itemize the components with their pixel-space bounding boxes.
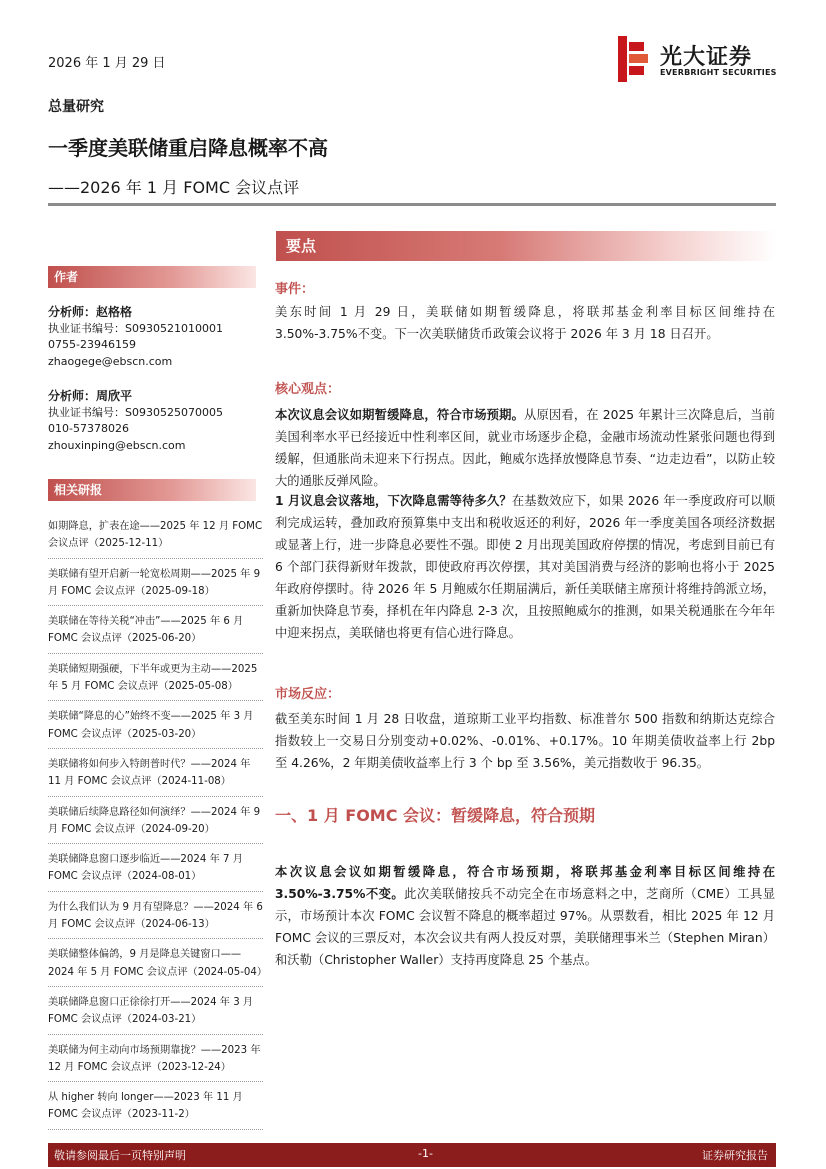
logo-english-name: EVERBRIGHT SECURITIES [660,68,777,77]
core-view-paragraph-1 [275,404,775,492]
author-name: 分析师：赵格格 [48,305,133,319]
key-points-header: 要点 [276,231,776,261]
footer-bar [48,1143,776,1167]
author-block [48,388,223,454]
author-phone: 0755-23946159 [48,338,136,351]
author-cert: 执业证书编号：S0930521010001 [48,321,223,335]
report-date: 2026 年 1 月 29 日 [48,56,166,71]
author-name: 分析师：周欣平 [48,389,133,403]
author-email[interactable]: zhouxinping@ebscn.com [48,438,186,452]
company-logo [618,36,788,82]
page-title: 一季度美联储重启降息概率不高 [48,136,328,160]
everbright-logo-icon [618,36,648,82]
core-view-heading: 核心观点： [275,382,341,397]
related-report-item[interactable]: 美联储在等待关税“冲击”——2025 年 6 月 FOMC 会议点评（2025-06-20） [48,613,263,654]
title-divider [48,203,776,206]
core-view-2-lead: 1 月议息会议落地，下次降息需等待多久？ [275,494,512,508]
page-subtitle: ——2026 年 1 月 FOMC 会议点评 [48,178,300,197]
related-reports-list [48,518,268,1137]
author-cert: 执业证书编号：S0930525070005 [48,405,223,419]
related-report-item[interactable]: 为什么我们认为 9 月有望降息？——2024 年 6 月 FOMC 会议点评（2024-06-13） [48,899,263,940]
section-1-title: 一、1 月 FOMC 会议：暂缓降息，符合预期 [275,806,596,825]
author-email[interactable]: zhaogege@ebscn.com [48,354,173,368]
related-report-item[interactable]: 美联储有望开启新一轮宽松周期——2025 年 9 月 FOMC 会议点评（2025-09-18） [48,566,263,607]
core-view-1-body: 从原因看，在 2025 年累计三次降息后，当前美国利率水平已经接近中性利率区间，就业市场逐步企稳，金融市场流动性紧张问题也得到缓解，但通胀尚未迎来下行拐点。因此，鲍威尔选择放慢降息节奏、“边走边看”，以防止较大的通胀反弹风险。 [275,408,775,488]
market-reaction-heading: 市场反应： [275,687,341,702]
core-view-paragraph-2 [275,490,775,644]
authors-header: 作者 [48,266,256,288]
related-report-item[interactable]: 如期降息，扩表在途——2025 年 12 月 FOMC 会议点评（2025-12-11） [48,518,263,559]
related-report-item[interactable]: 美联储降息窗口逐步临近——2024 年 7 月 FOMC 会议点评（2024-08-01） [48,851,263,892]
event-heading: 事件： [275,282,315,297]
author-phone: 010-57378026 [48,422,129,435]
related-report-item[interactable]: 美联储后续降息路径如何演绎？——2024 年 9 月 FOMC 会议点评（2024-09-20） [48,804,263,845]
section-1-paragraph [275,861,775,971]
section-1-lead: 本次议息会议如期暂缓降息，符合市场预期，将联邦基金利率目标区间维持在 3.50%-3.75%不变。 [275,865,775,901]
page-number: -1- [418,1147,433,1160]
core-view-2-body: 在基数效应下，如果 2026 年一季度政府可以顺利完成运转，叠加政府预算集中支出和税收返还的利好，2026 年一季度美国各项经济数据或显著上行，进一步降息必要性不强。即使 2 月出现美国政府停摆的情况，考虑到目前已有 6 个部门获得新财年拨款，即使政府再次停摆，其对美国消费与经济的影响也将小于 2025 年政府停摆时。待 2026 年 5 月鲍威尔任期届满后，新任美联储主席预计将维持鸽派立场，重新加快降息节奏，择机在年内降息 2-3 次，且按照鲍威尔的推测，如果关税通胀在今年年中迎来拐点，美联储也将更有信心进行降息。 [275,494,775,640]
author-block [48,304,223,370]
related-reports-header: 相关研报 [48,479,256,501]
related-report-item[interactable]: 从 higher 转向 longer——2023 年 11 月 FOMC 会议点评（2023-11-2） [48,1089,263,1130]
event-paragraph: 美东时间 1 月 29 日，美联储如期暂缓降息，将联邦基金利率目标区间维持在 3.50%-3.75%不变。下一次美联储货币政策会议将于 2026 年 3 月 18 日召开。 [275,305,775,341]
related-report-item[interactable]: 美联储降息窗口正徐徐打开——2024 年 3 月 FOMC 会议点评（2024-03-21） [48,994,263,1035]
report-category: 总量研究 [48,99,104,115]
related-report-item[interactable]: 美联储整体偏鸽，9 月是降息关键窗口——2024 年 5 月 FOMC 会议点评（2024-05-04） [48,946,263,987]
logo-chinese-name: 光大证券 [660,45,753,70]
related-report-item[interactable]: 美联储将如何步入特朗普时代？——2024 年 11 月 FOMC 会议点评（2024-11-08） [48,756,263,797]
related-report-item[interactable]: 美联储“降息的心”始终不变——2025 年 3 月 FOMC 会议点评（2025-03-20） [48,708,263,749]
footer-report-type: 证券研究报告 [702,1149,768,1162]
footer-disclaimer: 敬请参阅最后一页特别声明 [54,1149,186,1162]
core-view-1-lead: 本次议息会议如期暂缓降息，符合市场预期。 [275,408,525,422]
related-report-item[interactable]: 美联储短期强硬，下半年或更为主动——2025 年 5 月 FOMC 会议点评（2025-05-08） [48,661,263,702]
market-reaction-paragraph: 截至美东时间 1 月 28 日收盘，道琼斯工业平均指数、标准普尔 500 指数和纳斯达克综合指数较上一交易日分别变动+0.02%、-0.01%、+0.17%。10 年期美债收益率上行 2bp 至 4.26%，2 年期美债收益率上行 3 个 bp 至 3.56%，美元指数收于 96.35。 [275,712,775,770]
section-1-body: 此次美联储按兵不动完全在市场意料之中，芝商所（CME）工具显示，市场预计本次 FOMC 会议暂不降息的概率超过 97%。从票数看，相比 2025 年 12 月 FOMC 会议的三票反对，本次会议共有两人投反对票，美联储理事米兰（Stephen Miran）和沃勒（Christopher Waller）支持再度降息 25 个基点。 [275,887,775,967]
related-report-item[interactable]: 美联储为何主动向市场预期靠拢？——2023 年 12 月 FOMC 会议点评（2023-12-24） [48,1042,263,1083]
